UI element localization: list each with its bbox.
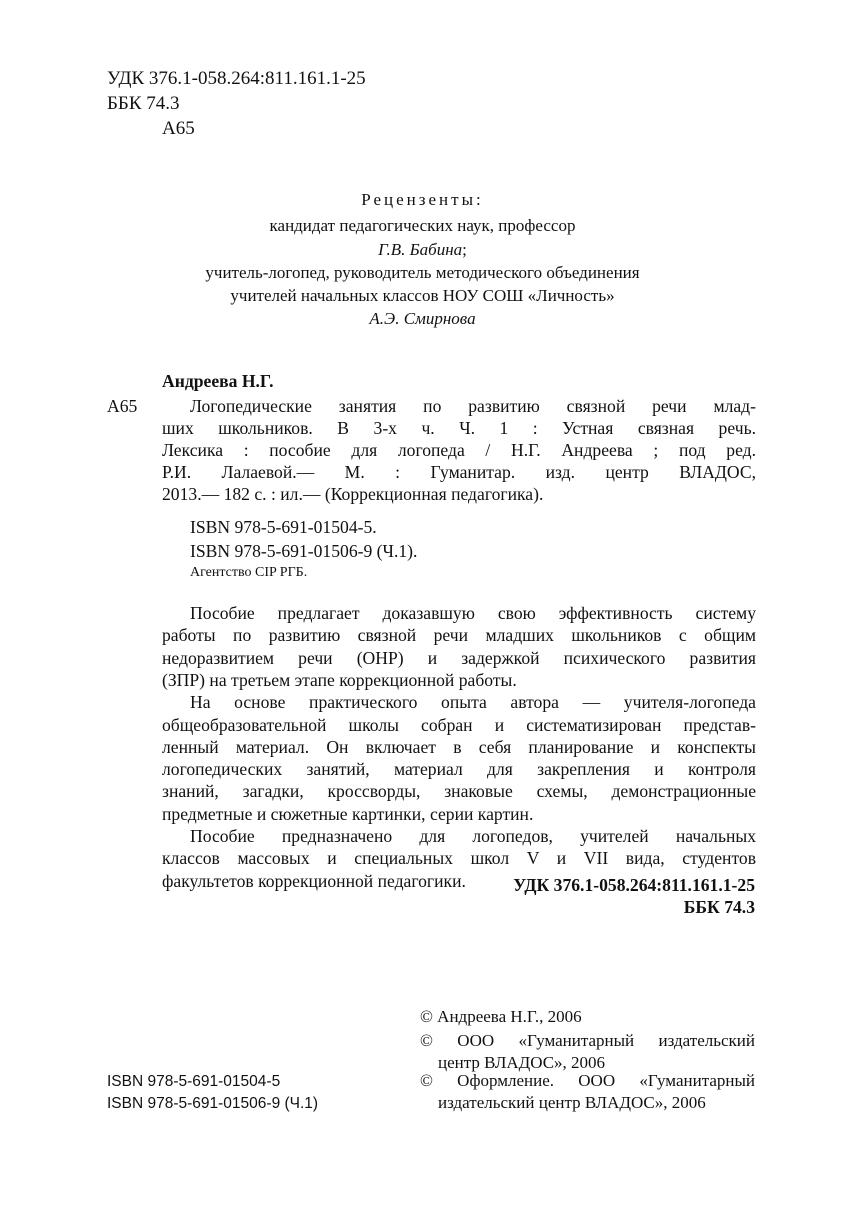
reviewer2-org: учителей начальных классов НОУ СОШ «Личность»	[230, 286, 615, 305]
catalog-author: Андреева Н.Г.	[162, 371, 274, 391]
annotation-line: классов массовых и специальных школ V и VII вида, студентов	[162, 848, 756, 869]
catalog-isbn-1: ISBN 978-5-691-01504-5.	[190, 517, 377, 537]
copyright-author: © Андреева Н.Г., 2006	[420, 1007, 582, 1026]
copyright-publisher-line-2: центр ВЛАДОС», 2006	[438, 1053, 606, 1072]
reviewer2-title: учитель-логопед, руководитель методического объединения	[205, 263, 640, 282]
annotation-line: логопедических занятий, материал для закрепления и контроля	[162, 759, 756, 780]
annotation-line: Пособие предназначено для логопедов, учителей начальных	[190, 826, 756, 846]
copyright-design-line-1: © Оформление. ООО «Гуманитарный	[420, 1071, 755, 1090]
catalog-isbn-2: ISBN 978-5-691-01506-9 (Ч.1).	[190, 541, 418, 561]
annotation-line: Пособие предлагает доказавшую свою эффективность систему	[190, 603, 756, 623]
annotation-bbk: ББК 74.3	[683, 897, 755, 917]
reviewers-heading: Рецензенты:	[361, 190, 484, 209]
reviewer1-name-text: Г.В. Бабина	[378, 240, 463, 259]
annotation-line: недоразвитием речи (ОНР) и задержкой психического развития	[162, 647, 756, 668]
bbk-code: ББК 74.3	[107, 93, 180, 114]
copyright-design-line-2: издательский центр ВЛАДОС», 2006	[438, 1093, 706, 1112]
copyright-publisher-line-1: © ООО «Гуманитарный издательский	[420, 1031, 755, 1050]
annotation-line: ленный материал. Он включает в себя планирование и конспекты	[162, 736, 756, 757]
bottom-isbn-2: ISBN 978-5-691-01506-9 (Ч.1)	[107, 1095, 319, 1112]
catalog-line-3: Лексика : пособие для логопеда / Н.Г. Андреева ; под ред.	[162, 440, 756, 460]
annotation-line: На основе практического опыта автора — учителя-логопеда	[190, 692, 756, 713]
annotation-line: общеобразовательной школы собран и систематизирован представ-	[162, 714, 756, 735]
reviewer1-title: кандидат педагогических наук, профессор	[269, 216, 576, 235]
annotation-line: факультетов коррекционной педагогики.	[162, 870, 466, 891]
catalog-line-5: 2013.— 182 с. : ил.— (Коррекционная педагогика).	[162, 484, 544, 504]
annotation-udk: УДК 376.1-058.264:811.161.1-25	[513, 875, 755, 895]
author-mark: А65	[162, 118, 195, 139]
catalog-line-1: Логопедические занятия по развитию связной речи млад-	[190, 396, 756, 416]
catalog-mark: А65	[107, 396, 138, 416]
annotation-line: предметные и сюжетные картинки, серии картин.	[162, 803, 534, 824]
reviewer1-name-suffix: ;	[462, 240, 467, 259]
annotation-line: (ЗПР) на третьем этапе коррекционной работы.	[162, 669, 517, 690]
annotation-line: знаний, загадки, кроссворды, знаковые схемы, демонстрационные	[162, 781, 756, 802]
bottom-isbn-1: ISBN 978-5-691-01504-5	[107, 1073, 281, 1090]
annotation-line: работы по развитию связной речи младших школьников с общим	[162, 625, 756, 646]
reviewer2-name: А.Э. Смирнова	[369, 309, 476, 328]
reviewer1-name	[0, 239, 845, 262]
catalog-line-2: ших школьников. В 3-х ч. Ч. 1 : Устная связная речь.	[162, 418, 756, 438]
catalog-line-4: Р.И. Лалаевой.— М. : Гуманитар. изд. центр ВЛАДОС,	[162, 462, 756, 482]
udk-code: УДК 376.1-058.264:811.161.1-25	[107, 68, 366, 89]
cip-agency: Агентство CIP РГБ.	[190, 565, 308, 580]
